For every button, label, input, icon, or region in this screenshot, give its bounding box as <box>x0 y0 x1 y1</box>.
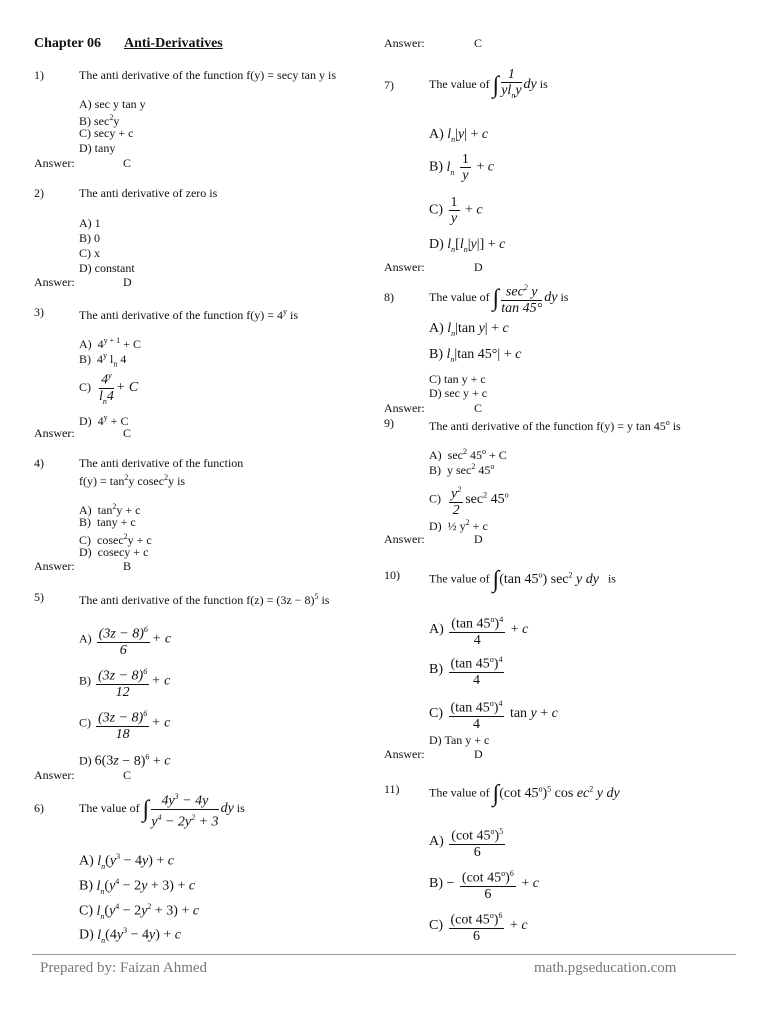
question-text: The anti derivative of the function f(y) = secy tan y is <box>79 68 337 82</box>
option-c: C) secy + c <box>79 126 134 140</box>
question-text: The value of ∫(tan 45$^o$) $\sec^2 y$ dy is <box>429 566 616 593</box>
question-text: The anti derivative of zero is <box>79 186 218 200</box>
question-number: 10) <box>384 568 400 582</box>
answer-label: Answer: <box>34 426 75 440</box>
question-number: 11) <box>384 782 400 796</box>
question-text: The value of ∫ $\frac{1}{yl_ny}$ dy is <box>429 67 548 101</box>
question-text: The value of ∫ $\frac{\sec^2 y}{\tan 45^\circ}$ dy is <box>429 277 568 318</box>
question-text: The anti derivative of the function <box>79 456 244 470</box>
option-c: C) $\frac{(\cot 45^o)^6}{6}$ + c <box>429 908 528 944</box>
answer-value: C <box>474 401 483 415</box>
answer-value: C <box>123 426 132 440</box>
option-c: C) $\frac{4^y}{l_n4}$ + C <box>79 368 138 408</box>
option-d: D) $6(3z - 8)^6 + c$ <box>79 752 171 769</box>
footer-author: Prepared by: Faizan Ahmed <box>40 960 208 976</box>
answer-value: D <box>474 260 483 274</box>
option-b: B) 4$^y$ $l_n$ 4 <box>79 351 127 369</box>
option-a: A) $\frac{(\tan 45^o)^4}{4}$ + c <box>429 612 528 648</box>
answer-label: Answer: <box>384 747 425 761</box>
option-b: B) $l_n|\tan$ 45°| + c <box>429 347 522 364</box>
question-text: The value of ∫ $\frac{4y^3 - 4y}{y^4 - 2y^2 + 3}$ dy is <box>79 788 245 829</box>
answer-label: Answer: <box>34 559 75 573</box>
option-c: C) $\frac{y^2}{2}$ $\sec^2 45^o$ <box>429 482 509 518</box>
option-b: B) y $\sec^2 45^o$ <box>429 462 495 477</box>
option-a: A) $4^{y + 1} + C$ <box>79 336 141 351</box>
option-d: D) ½ $y^2 + c$ <box>429 518 488 533</box>
answer-label: Answer: <box>34 768 75 782</box>
option-a: A) sec y tan y <box>79 97 146 111</box>
answer-value: B <box>123 559 132 573</box>
option-a: A) $\tan^2y + c$ <box>79 502 141 517</box>
answer-value: D <box>474 747 483 761</box>
answer-value: D <box>474 532 483 546</box>
option-b: B) $\sec^2y$ <box>79 113 120 128</box>
option-a: A) $\frac{(3z - 8)^6}{6}$ + c <box>79 622 171 658</box>
question-number: 9) <box>384 416 394 430</box>
option-c: C) tan y + c <box>429 372 486 386</box>
option-b: B) $\frac{(3z - 8)^6}{12}$ + c <box>79 664 170 700</box>
option-c: C) $l_n(y^4 - 2y^2 + 3) + c$ <box>79 902 200 921</box>
option-c: C) $\frac{1}{y}$ + c <box>429 195 483 226</box>
option-a: A) $l_n|\tan$ y| + c <box>429 321 509 338</box>
answer-value: C <box>123 768 132 782</box>
option-d: D) $l_n(4y^3 - 4y) + c$ <box>79 926 181 945</box>
option-b: B) tany + c <box>79 515 136 529</box>
answer-value: C <box>123 156 132 170</box>
option-d: D) sec y + c <box>429 386 488 400</box>
question-text-line2: $f(y) = \tan^2y$ cosec$^2$y is <box>79 473 186 488</box>
question-text: The anti derivative of the function $f(z) = (3z - 8)^5$ is <box>79 592 330 607</box>
option-c: C) x <box>79 246 100 260</box>
answer-label: Answer: <box>384 260 425 274</box>
option-d: D) Tan y + c <box>429 733 490 747</box>
option-b: B) $l_n$ $\frac{1}{y}$ + c <box>429 152 495 183</box>
answer-label: Answer: <box>34 275 75 289</box>
option-b: B) $\frac{(\tan 45^o)^4}{4}$ <box>429 652 506 688</box>
option-c: C) $\frac{(3z - 8)^6}{18}$ + c <box>79 706 170 742</box>
answer-value: C <box>474 36 483 50</box>
option-d: D) cosecy + c <box>79 545 149 559</box>
option-a: A) $l_n(y^3 - 4y) + c$ <box>79 852 174 871</box>
chapter-title: Anti-Derivatives <box>124 36 223 51</box>
question-number: 3) <box>34 305 44 319</box>
option-d: D) constant <box>79 261 135 275</box>
question-number: 1) <box>34 68 44 82</box>
option-d: D) tany <box>79 141 116 155</box>
question-number: 4) <box>34 456 44 470</box>
question-number: 2) <box>34 186 44 200</box>
option-b: B) − $\frac{(\cot 45^o)^6}{6}$ + c <box>429 866 539 902</box>
option-c: C) $\frac{(\tan 45^o)^4}{4}$ tan y + c <box>429 696 558 732</box>
option-a: A) $\frac{(\cot 45^o)^5}{6}$ <box>429 824 507 860</box>
option-a: A) 1 <box>79 216 101 230</box>
question-number: 7) <box>384 78 394 92</box>
chapter-number: Chapter 06 <box>34 36 102 51</box>
footer-divider <box>32 954 736 955</box>
question-text: The anti derivative of the function f(y) = y tan 45$^o$ is <box>429 418 681 433</box>
option-a: A) $l_n|y| + c$ <box>429 127 489 144</box>
question-number: 5) <box>34 590 44 604</box>
option-b: B) $l_n(y^4 - 2y + 3) + c$ <box>79 877 196 896</box>
answer-label: Answer: <box>34 156 75 170</box>
answer-value: D <box>123 275 132 289</box>
answer-label: Answer: <box>384 532 425 546</box>
question-number: 6) <box>34 801 44 815</box>
option-c: C) cosec$^2$y + c <box>79 532 152 547</box>
answer-label: Answer: <box>384 36 425 50</box>
option-a: A) $\sec^2 45^o + C$ <box>429 447 507 462</box>
question-text: The value of ∫(cot 45$^o$)$^5$ $\cos ec^2$ y dy <box>429 780 620 807</box>
footer-website: math.pgseducation.com <box>534 960 677 976</box>
question-text: The anti derivative of the function $f(y) = 4^y$ is <box>79 307 299 322</box>
answer-label: Answer: <box>384 401 425 415</box>
option-d: D) $4^y + C$ <box>79 413 129 428</box>
question-number: 8) <box>384 290 394 304</box>
option-b: B) 0 <box>79 231 100 245</box>
option-d: D) $l_n[l_n|y|] + c$ <box>429 237 506 254</box>
